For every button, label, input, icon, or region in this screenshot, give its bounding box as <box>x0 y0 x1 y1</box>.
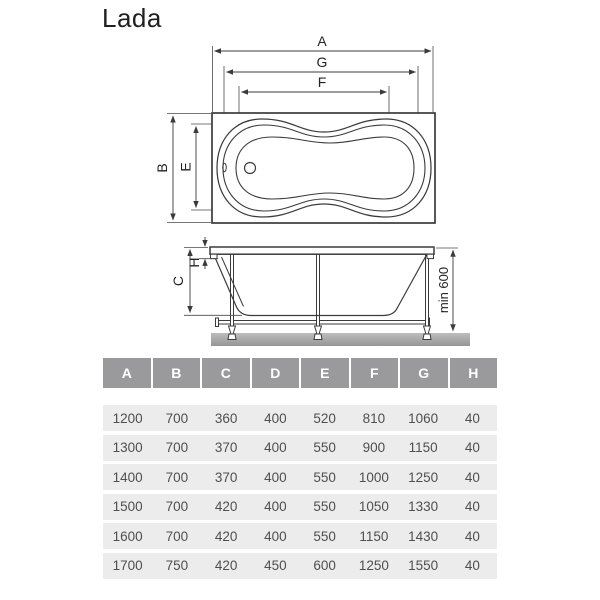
table-cell: 400 <box>264 440 287 455</box>
table-cell: 1400 <box>112 469 143 485</box>
table-cell: 40 <box>464 469 480 485</box>
table-cell: 700 <box>165 528 189 544</box>
table-cell: 40 <box>464 499 480 514</box>
column-header: D <box>252 358 300 388</box>
column-header: C <box>202 358 250 388</box>
table-cell: 1330 <box>408 499 439 514</box>
table-row <box>103 494 497 520</box>
table-cell: 550 <box>313 528 336 544</box>
table-row <box>103 523 497 549</box>
dim-label-f: F <box>317 74 327 90</box>
support-frame <box>216 254 432 340</box>
dim-label-c: C <box>170 275 186 287</box>
frame-foot <box>423 326 431 340</box>
table-cell: 1060 <box>408 410 439 426</box>
tub-rim-side <box>210 247 434 254</box>
frame-leg <box>426 254 429 326</box>
table-cell: 450 <box>264 558 287 573</box>
table-cell: 1150 <box>359 528 389 544</box>
spec-table-body <box>103 405 497 579</box>
table-cell: 400 <box>264 469 287 485</box>
table-cell: 420 <box>214 499 238 514</box>
dim-label-e: E <box>177 162 194 172</box>
table-cell: 900 <box>362 440 386 455</box>
table-cell: 520 <box>313 410 336 426</box>
table-cell: 550 <box>313 499 336 514</box>
table-cell: 750 <box>165 558 189 573</box>
table-cell: 1250 <box>358 558 389 573</box>
table-cell: 40 <box>464 440 480 455</box>
dim-label-b: B <box>154 163 170 173</box>
table-cell: 1500 <box>112 499 143 514</box>
table-cell: 400 <box>264 528 287 544</box>
column-header: H <box>450 358 498 388</box>
table-cell: 1050 <box>358 499 389 514</box>
dim-label-a: A <box>317 33 327 49</box>
table-cell: 1000 <box>358 469 389 485</box>
table-cell: 700 <box>165 410 189 426</box>
table-cell: 550 <box>313 440 336 455</box>
table-cell: 420 <box>214 558 238 573</box>
table-cell: 1550 <box>408 558 439 573</box>
table-cell: 370 <box>214 440 238 455</box>
dim-label-min600: min 600 <box>436 266 451 314</box>
table-cell: 700 <box>165 469 189 485</box>
frame-foot <box>228 326 236 340</box>
table-cell: 400 <box>264 499 287 514</box>
table-cell: 1600 <box>112 528 143 544</box>
table-cell: 1300 <box>112 440 143 455</box>
table-row <box>103 405 497 431</box>
table-cell: 1150 <box>408 440 438 455</box>
table-cell: 810 <box>362 410 386 426</box>
table-cell: 370 <box>214 469 238 485</box>
frame-foot <box>314 326 322 340</box>
rim-lip-left <box>211 254 218 258</box>
table-row <box>103 464 497 490</box>
column-header: B <box>153 358 201 388</box>
column-header: A <box>103 358 151 388</box>
column-header: G <box>400 358 448 388</box>
dim-label-h: H <box>186 257 202 268</box>
table-cell: 550 <box>313 469 336 485</box>
tub-profile <box>216 255 427 316</box>
table-cell: 40 <box>464 558 480 573</box>
table-cell: 40 <box>464 528 480 544</box>
dim-label-g: G <box>316 54 328 70</box>
table-row <box>103 553 497 579</box>
table-row <box>103 435 497 461</box>
rim-lip-right <box>427 254 434 258</box>
column-header: F <box>351 358 399 388</box>
table-cell: 700 <box>165 499 189 514</box>
product-title: Lada <box>102 3 162 33</box>
table-cell: 1200 <box>112 410 143 426</box>
table-cell: 1250 <box>408 469 439 485</box>
table-cell: 1700 <box>112 558 143 573</box>
spec-table-header <box>103 358 497 388</box>
table-cell: 360 <box>214 410 238 426</box>
column-header: E <box>301 358 349 388</box>
spec-table <box>103 358 497 582</box>
table-cell: 420 <box>214 528 238 544</box>
table-cell: 400 <box>264 410 287 426</box>
table-cell: 40 <box>464 410 480 426</box>
table-cell: 1430 <box>408 528 439 544</box>
table-cell: 700 <box>165 440 189 455</box>
table-cell: 600 <box>313 558 336 573</box>
